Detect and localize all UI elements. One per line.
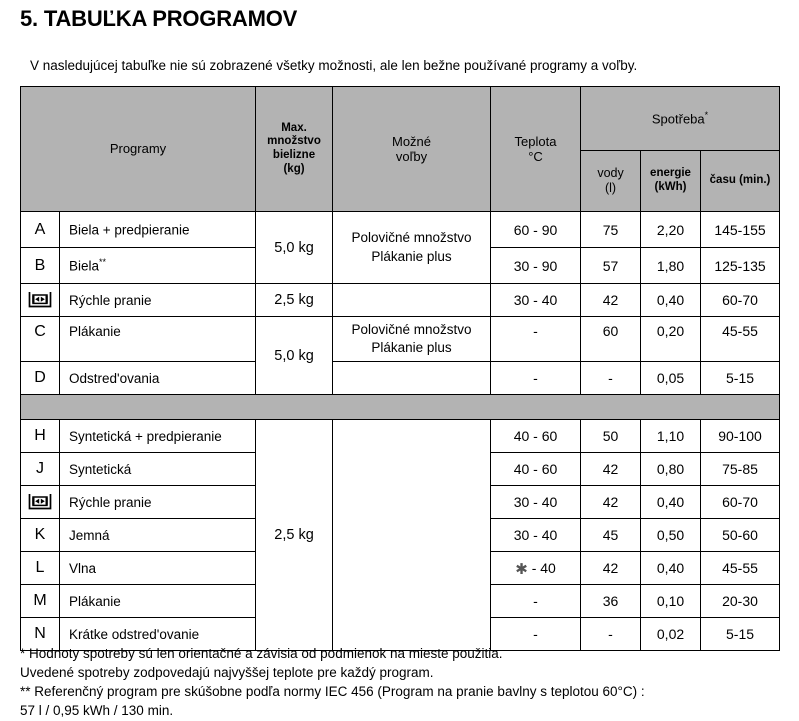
header-consumption-label: Spotřeba: [651, 111, 705, 127]
row-program-name: Rýchle pranie: [60, 284, 256, 317]
row-letter: D: [21, 362, 60, 395]
page-title: 5. TABUĽKA PROGRAMOV: [20, 6, 298, 31]
row-time: 145-155: [701, 212, 780, 248]
row-program-name: Plákanie: [60, 317, 256, 362]
header-energy-line2: (kWh): [654, 181, 687, 193]
header-row-main: [21, 87, 780, 151]
table-header: [21, 87, 780, 212]
row-water: 45: [581, 519, 641, 552]
row-temperature: [491, 552, 581, 585]
footnote-line-3: ** Referenčný program pre skúšobne podľa normy IEC 456 (Program na pranie bavlny s teplotou 60°C) :: [20, 684, 645, 700]
row-options-line2: Plákanie plus: [371, 340, 452, 355]
row-time: 60-70: [701, 486, 780, 519]
header-energy: [641, 151, 701, 212]
row-options: [333, 317, 491, 362]
row-temperature: -: [491, 585, 581, 618]
row-water: 57: [581, 248, 641, 284]
header-energy-line1: energie: [650, 167, 691, 180]
cold-wash-snowflake-icon: ✱: [515, 560, 528, 578]
quick-wash-icon: [27, 291, 53, 308]
table-row: [21, 362, 780, 395]
row-letter: B: [21, 248, 60, 284]
header-temperature-line2: °C: [528, 149, 543, 164]
row-options: [333, 420, 491, 651]
footnotes: [20, 644, 645, 721]
section-separator-cell: [21, 395, 780, 420]
header-max-load-line4: (kg): [283, 162, 305, 175]
row-program-footnote-mark: **: [99, 257, 107, 268]
row-energy: 0,10: [641, 585, 701, 618]
row-energy: 0,40: [641, 284, 701, 317]
row-temperature-label: - 40: [531, 559, 556, 576]
header-water-line1: vody: [597, 166, 624, 181]
row-temperature: -: [491, 362, 581, 395]
row-program-name: Plákanie: [60, 585, 256, 618]
row-water: 36: [581, 585, 641, 618]
row-temperature: 60 - 90: [491, 212, 581, 248]
row-program-name: Rýchle pranie: [60, 486, 256, 519]
row-program-name: [60, 212, 256, 248]
row-water: 42: [581, 552, 641, 585]
row-energy: 0,20: [641, 317, 701, 362]
row-letter: N: [21, 618, 60, 651]
row-water: 50: [581, 420, 641, 453]
row-time: 50-60: [701, 519, 780, 552]
header-max-load-line1: Max.: [281, 121, 307, 134]
row-options-line2: Plákanie plus: [371, 248, 452, 264]
footnote-line-2: Uvedené spotreby zodpovedajú najvyššej teplote pre každý program.: [20, 665, 434, 681]
header-temperature: [491, 87, 581, 212]
footnote-line-1: * Hodnoty spotreby sú len orientačné a závisia od podmienok na mieste použitia.: [20, 646, 503, 661]
row-energy: 0,40: [641, 552, 701, 585]
row-energy: 2,20: [641, 212, 701, 248]
header-temperature-line1: Teplota: [514, 133, 557, 149]
row-time: 5-15: [701, 362, 780, 395]
row-letter: H: [21, 420, 60, 453]
footnote-line-4: 57 l / 0,95 kWh / 130 min.: [20, 703, 174, 719]
row-water: 60: [581, 317, 641, 362]
header-options-line2: voľby: [395, 149, 428, 164]
row-program-name: [60, 248, 256, 284]
row-temperature: 40 - 60: [491, 420, 581, 453]
row-time: 60-70: [701, 284, 780, 317]
row-temperature: 30 - 90: [491, 248, 581, 284]
row-time: 90-100: [701, 420, 780, 453]
row-program-label: Biela: [69, 258, 100, 274]
header-max-load-line3: bielizne: [272, 149, 316, 161]
row-water: -: [581, 618, 641, 651]
row-letter: J: [21, 453, 60, 486]
row-options: [333, 362, 491, 395]
quick-wash-icon: [27, 493, 53, 510]
row-letter: C: [21, 317, 60, 362]
row-letter: M: [21, 585, 60, 618]
row-water: 42: [581, 486, 641, 519]
section-separator-band: [21, 395, 780, 420]
programs-table: [20, 86, 780, 651]
row-options: [333, 284, 491, 317]
table-body-block-2: [21, 420, 780, 651]
table-row: [21, 420, 780, 453]
row-program-name: Odstred'ovania: [60, 362, 256, 395]
header-programy: Programy: [21, 87, 256, 212]
row-program-name: Syntetická: [60, 453, 256, 486]
row-program-name: Vlna: [60, 552, 256, 585]
row-program-name: Krátke odstred'ovanie: [60, 618, 256, 651]
row-temperature: -: [491, 618, 581, 651]
row-options-line1: Polovičné množstvo: [351, 230, 472, 246]
row-energy: 1,80: [641, 248, 701, 284]
row-max-load: 5,0 kg: [256, 212, 333, 284]
row-temperature: -: [491, 317, 581, 362]
row-temperature: 30 - 40: [491, 519, 581, 552]
header-options-line1: Možné: [392, 133, 432, 149]
row-time: 125-135: [701, 248, 780, 284]
intro-paragraph: V nasledujúcej tabuľke nie sú zobrazené všetky možnosti, ale len bežne používané programy a voľby.: [30, 58, 638, 73]
row-time: 45-55: [701, 317, 780, 362]
header-options: [333, 87, 491, 212]
row-letter: L: [21, 552, 60, 585]
row-energy: 0,80: [641, 453, 701, 486]
row-options-line1: Polovičné množstvo: [351, 321, 472, 337]
row-time: 5-15: [701, 618, 780, 651]
row-temperature: 40 - 60: [491, 453, 581, 486]
header-consumption: [581, 87, 780, 151]
row-time: 20-30: [701, 585, 780, 618]
row-energy: 0,50: [641, 519, 701, 552]
header-water-line2: (l): [604, 181, 617, 195]
row-energy: 0,05: [641, 362, 701, 395]
row-time: 75-85: [701, 453, 780, 486]
row-program-name: Jemná: [60, 519, 256, 552]
row-options: [333, 212, 491, 284]
row-letter: K: [21, 519, 60, 552]
row-letter: A: [21, 212, 60, 248]
table-row: [21, 212, 780, 248]
header-max-load-line2: množstvo: [267, 135, 321, 148]
row-water: -: [581, 362, 641, 395]
row-water: 42: [581, 453, 641, 486]
row-max-load: 2,5 kg: [256, 420, 333, 651]
table-body-block-1: [21, 212, 780, 420]
row-max-load: 5,0 kg: [256, 317, 333, 395]
row-energy: 1,10: [641, 420, 701, 453]
row-letter-icon: [21, 486, 60, 519]
row-water: 75: [581, 212, 641, 248]
row-temperature: 30 - 40: [491, 486, 581, 519]
row-temperature: 30 - 40: [491, 284, 581, 317]
row-water: 42: [581, 284, 641, 317]
header-max-load: [256, 87, 333, 212]
table-row: [21, 284, 780, 317]
row-program-label: Biela + predpieranie: [69, 222, 190, 238]
header-water: [581, 151, 641, 212]
row-program-name: Syntetická + predpieranie: [60, 420, 256, 453]
header-time: času (min.): [701, 151, 780, 212]
row-energy: 0,40: [641, 486, 701, 519]
row-energy: 0,02: [641, 618, 701, 651]
row-letter-icon: [21, 284, 60, 317]
row-time: 45-55: [701, 552, 780, 585]
row-max-load: 2,5 kg: [256, 284, 333, 317]
table-row: [21, 317, 780, 362]
header-consumption-footnote-mark: *: [704, 110, 709, 121]
